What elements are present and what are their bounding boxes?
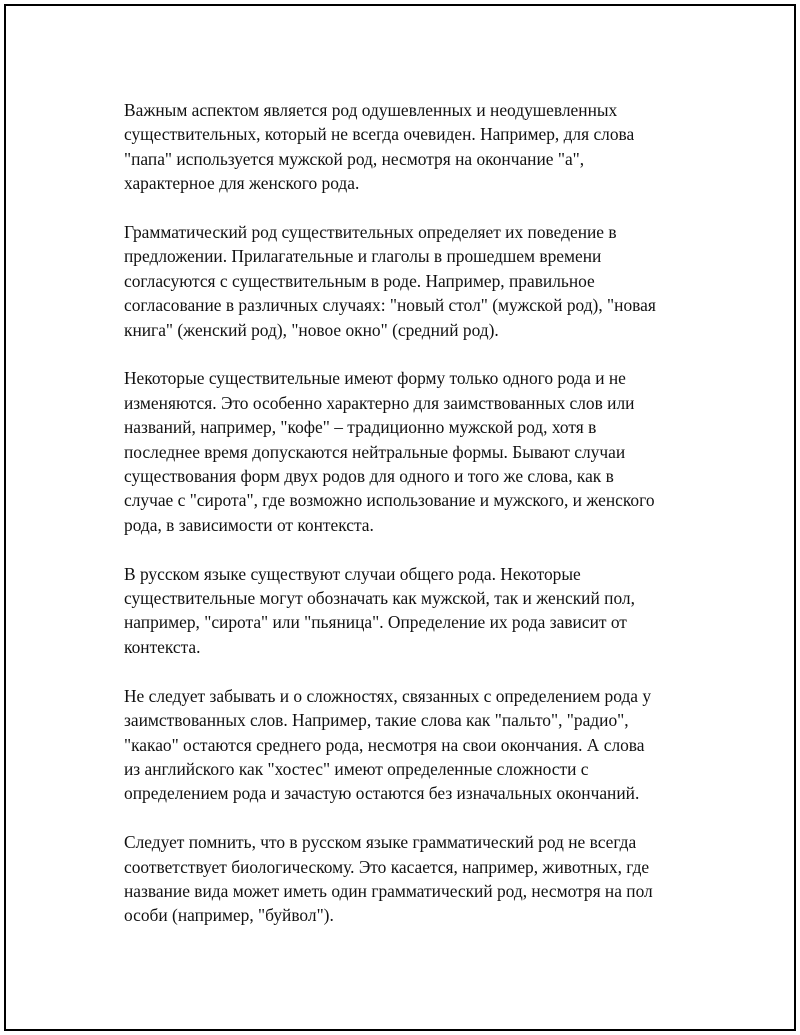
document-body bbox=[124, 98, 690, 928]
paragraph-5: Не следует забывать и о сложностях, связанных с определением рода у заимствованных слов. Например, такие слова как "пальто", "радио", "какао" остаются среднего рода, несмотря на свои окончания. А слова из английского как "хостес" имеют определенные сложности с определением рода и зачастую остаются без изначальных окончаний. bbox=[124, 685, 652, 804]
paragraph-1: Важным аспектом является род одушевленных и неодушевленных существительных, который не всегда очевиден. Например, для слова "папа" используется мужской род, несмотря на окончание "а", характерное для женского рода. bbox=[124, 100, 635, 194]
paragraph-3: Некоторые существительные имеют форму только одного рода и не изменяются. Это особенно характерно для заимствованных слов или названий, например, "кофе" – традиционно мужской род, хотя в последнее время допускаются нейтральные формы. Бывают случаи существования форм двух родов для одного и того же слова, как в случае с "сирота", где возможно использование и мужского, и женского рода, в зависимости от контекста. bbox=[124, 368, 655, 535]
paragraph-2: Грамматический род существительных определяет их поведение в предложении. Прилагательные и глаголы в прошедшем времени согласуются с существительным в роде. Например, правильное согласование в различных случаях: "новый стол" (мужской род), "новая книга" (женский род), "новое окно" (средний род). bbox=[124, 222, 656, 340]
page-frame bbox=[4, 4, 796, 1031]
paragraph-6: Следует помнить, что в русском языке грамматический род не всегда соответствует биологическому. Это касается, например, животных, где название вида может иметь один грамматический род, несмотря на пол особи (например, "буйвол"). bbox=[124, 832, 653, 926]
paragraph-4: В русском языке существуют случаи общего рода. Некоторые существительные могут обозначать как мужской, так и женский пол, например, "сирота" или "пьяница". Определение их рода зависит от контекста. bbox=[124, 563, 635, 657]
